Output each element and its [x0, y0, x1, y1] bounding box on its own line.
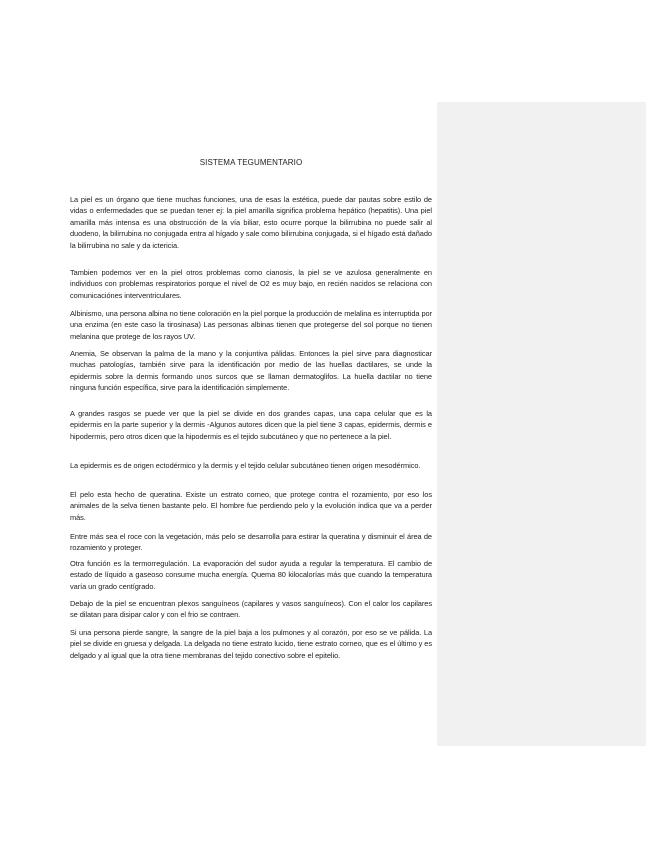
paragraph-sangre: Si una persona pierde sangre, la sangre de la piel baja a los pulmones y al corazón, por eso se ve pálida. La piel se divide en gruesa y delgada. La delgada no tiene estrato lucido, tiene estrato corneo, que es el último y es delgado y al igual que la otra tiene membranas del tejido conectivo sobre el epitelio.	[70, 628, 432, 660]
paragraph-origen: La epidermis es de origen ectodérmico y la dermis y el tejido celular subcutáneo tienen origen mesodérmico.	[70, 461, 421, 470]
document-title: SISTEMA TEGUMENTARIO	[199, 158, 303, 167]
paragraph-pelo: El pelo esta hecho de queratina. Existe un estrato corneo, que protege contra el rozamiento, por eso los animales de la selva tienen bastante pelo. El hombre fue perdiendo pelo y la evolución indica que va a perder más.	[70, 490, 432, 522]
paragraph-roce: Entre más sea el roce con la vegetación, más pelo se desarrolla para estirar la queratina y disminuir el área de rozamiento y proteger.	[70, 532, 432, 553]
paragraph-albinismo: Albinismo, una persona albina no tiene coloración en la piel porque la producción de melalina es interruptida por una enzima (en este caso la tirosinasa) Las personas albinas tienen que protegerse del sol porque no tienen melanina que protege de los rayos UV.	[70, 309, 432, 341]
paragraph-piel-funciones: La piel es un órgano que tiene muchas funciones, una de esas la estética, puede dar pautas sobre estilo de vidas o enfermedades que se puedan tener ej: la piel amarilla significa problema hepático (hepatitis). Una piel amarilla más intensa es una obstrucción de la vía biliar, esto ocurre porque la bilirrubina no puede salir al duodeno, la bilirrubina no conjugada entra al hígado y sale como bilirrubina conjugada, si el hígado está dañado la bilirrubina no sale y da ictericia.	[70, 195, 432, 250]
comment-margin-panel	[437, 102, 646, 746]
paragraph-plexos: Debajo de la piel se encuentran plexos sanguíneos (capilares y vasos sanguíneos). Con el calor los capilares se dilatan para disipar calor y con el frio se contraen.	[70, 599, 432, 620]
paragraph-anemia: Anemia, Se observan la palma de la mano y la conjuntiva pálidas. Entonces la piel sirve para diagnosticar muchas patologías, también sirve para la identificación por medio de las huellas dactilares, se unde la epidermis sobre la dermis formando unos surcos que se llaman dermatoglifos. La huella dactilar no tiene ninguna función específica, sirve para la identificación simplemente.	[70, 349, 432, 393]
paragraph-capas: A grandes rasgos se puede ver que la piel se divide en dos grandes capas, una capa celular que es la epidermis en la parte superior y la dermis -Algunos autores dicen que la piel tiene 3 capas, epidermis, dermis e hipodermis, pero otros dicen que la hipodermis es el tejido subcutáneo y que no pertenece a la piel.	[70, 409, 432, 441]
paragraph-termorregulacion: Otra función es la termorregulación. La evaporación del sudor ayuda a regular la temperatura. El cambio de estado de líquido a gaseoso consume mucha energía. Quema 80 kilocalorías más que cuando la temperatura varía un grado centígrado.	[70, 559, 432, 591]
paragraph-cianosis: Tambien podemos ver en la piel otros problemas como cianosis, la piel se ve azulosa generalmente en individuos con problemas respiratorios porque el nivel de O2 es muy bajo, en recién nacidos se relaciona con comunicaciónes interventriculares.	[70, 268, 432, 300]
